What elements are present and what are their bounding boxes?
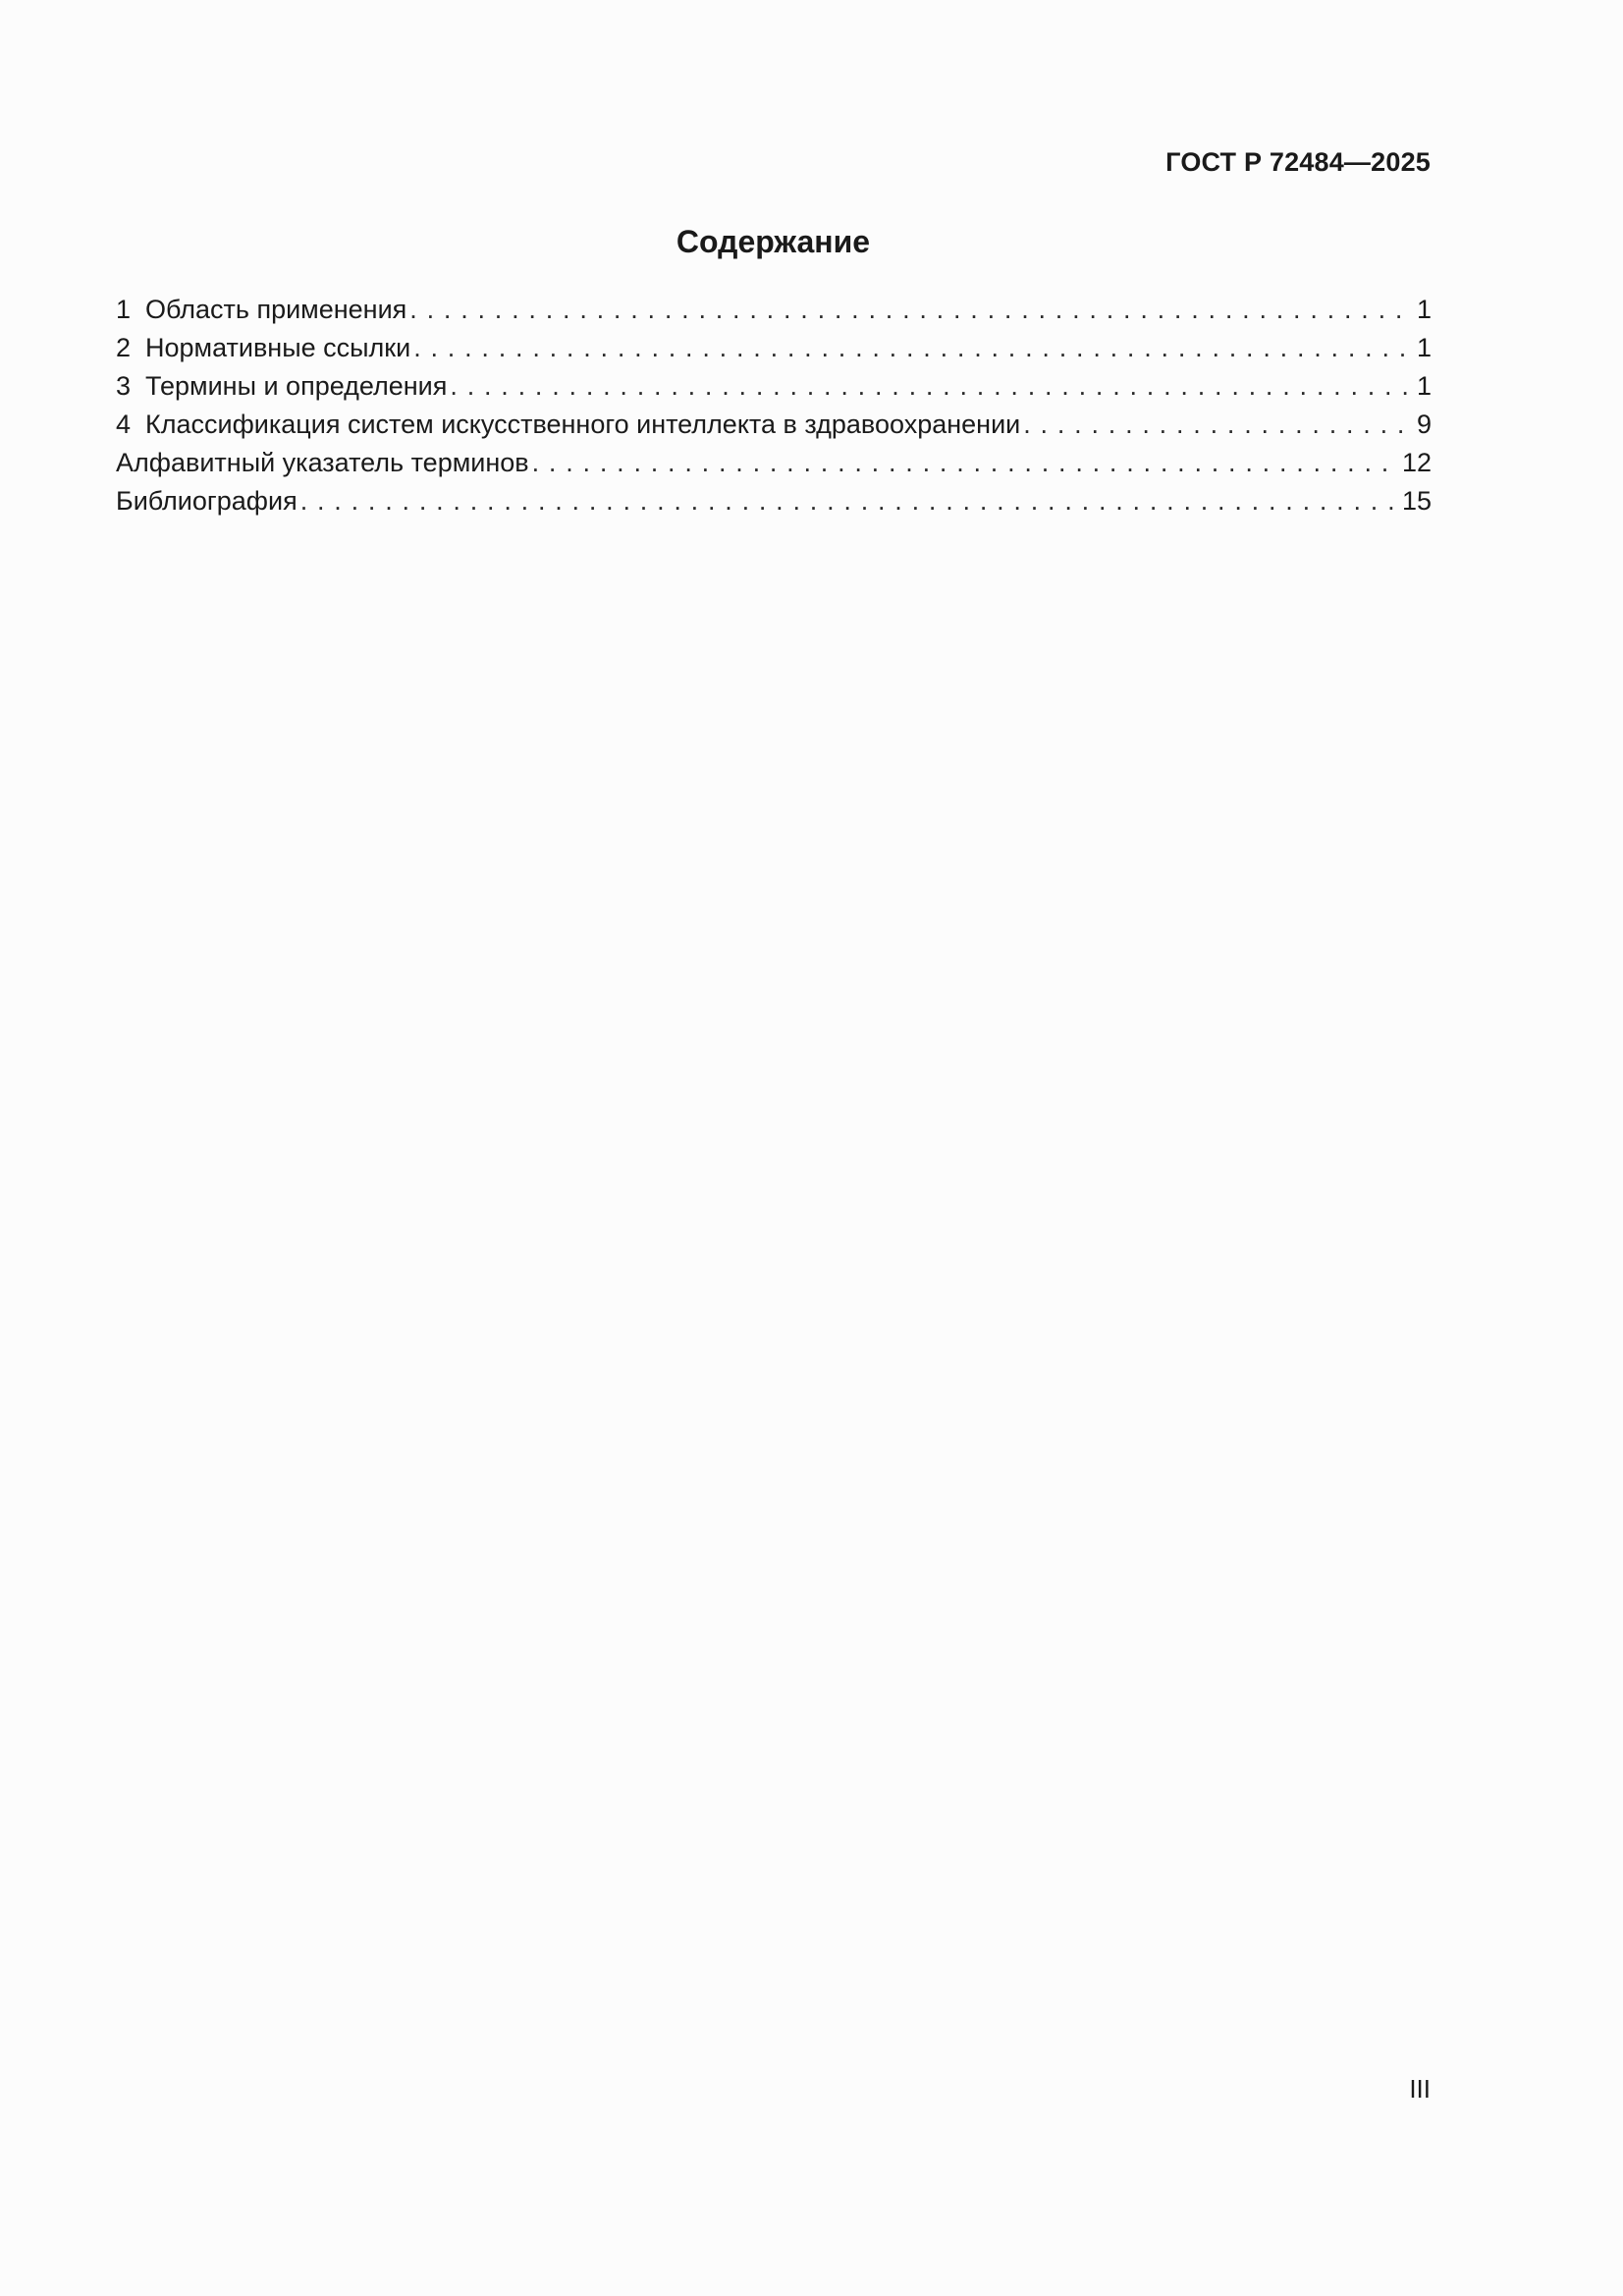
toc-dot-leader [413, 329, 1414, 367]
toc-entry-title: Термины и определения [145, 371, 448, 401]
toc-entry[interactable] [116, 482, 1432, 520]
toc-entry-page: 1 [1416, 371, 1432, 401]
toc-dot-leader [300, 482, 1399, 520]
toc-dot-leader [1023, 406, 1414, 444]
toc-entry-title: Классификация систем искусственного интеллекта в здравоохранении [145, 410, 1021, 439]
toc-entry[interactable] [116, 406, 1432, 444]
table-of-contents [116, 291, 1432, 520]
page-number: III [1409, 2074, 1431, 2104]
toc-entry-number: 1 [116, 295, 132, 324]
toc-entry-title: Область применения [145, 295, 407, 324]
document-code: ГОСТ Р 72484—2025 [1165, 147, 1431, 177]
toc-title: Содержание [676, 224, 871, 259]
toc-entry-title: Алфавитный указатель терминов [116, 448, 529, 477]
toc-entry-title: Нормативные ссылки [145, 333, 411, 362]
toc-entry-page: 9 [1416, 410, 1432, 439]
toc-entry-page: 12 [1401, 448, 1432, 477]
toc-entry-number: 4 [116, 410, 132, 439]
toc-dot-leader [450, 367, 1414, 406]
toc-entry[interactable] [116, 329, 1432, 367]
toc-entry[interactable] [116, 291, 1432, 329]
toc-entry-page: 1 [1416, 333, 1432, 362]
toc-entry-title: Библиография [116, 486, 298, 516]
toc-dot-leader [409, 291, 1414, 329]
toc-entry-number: 2 [116, 333, 132, 362]
toc-entry-page: 15 [1401, 486, 1432, 516]
toc-entry[interactable] [116, 367, 1432, 406]
toc-entry-page: 1 [1416, 295, 1432, 324]
toc-entry-number: 3 [116, 371, 132, 401]
toc-dot-leader [532, 444, 1399, 482]
toc-entry[interactable] [116, 444, 1432, 482]
